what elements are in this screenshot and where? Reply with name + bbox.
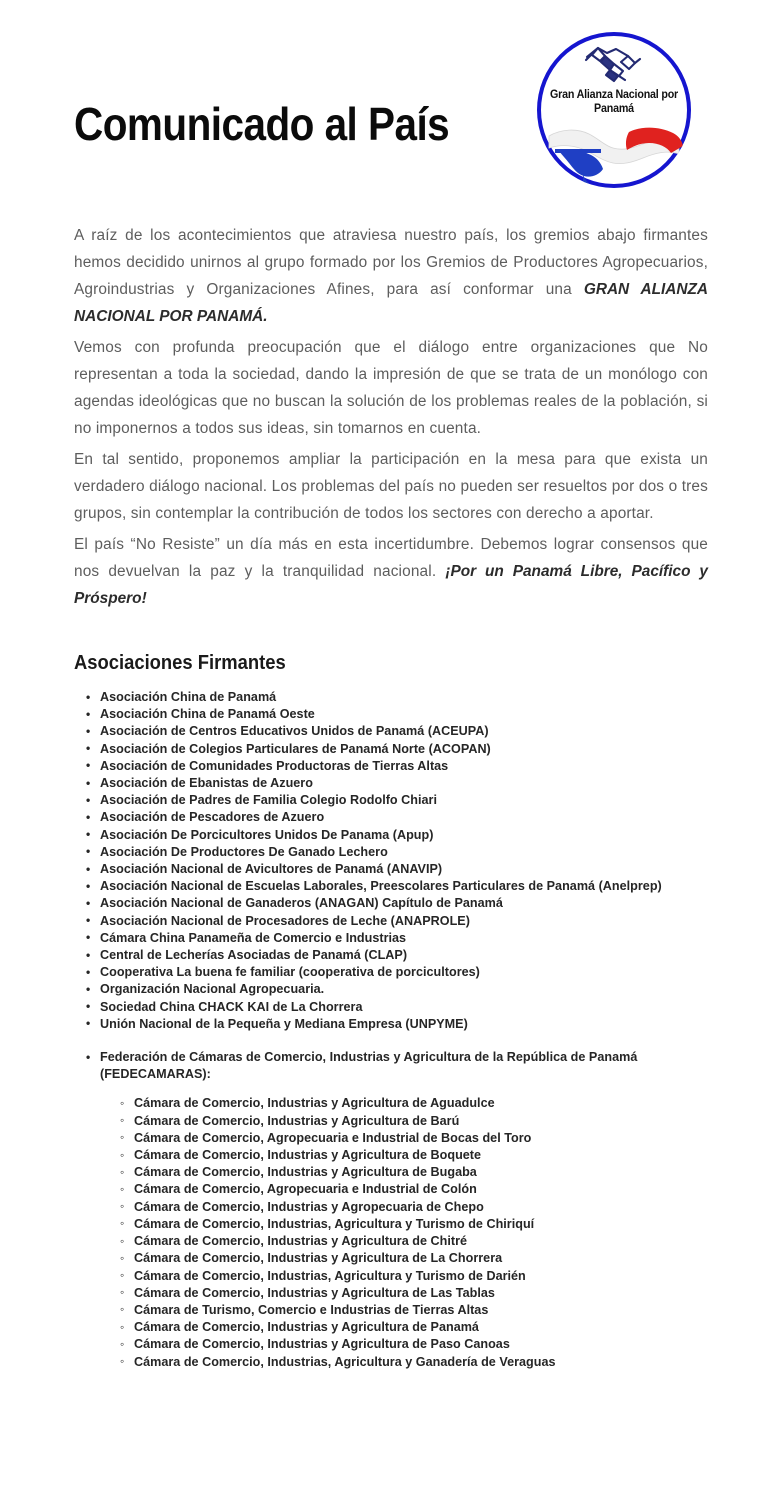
list-item: ◦ Cámara de Turismo, Comercio e Industrias de Tierras Altas [134, 1302, 714, 1319]
list-item: ◦ Cámara de Comercio, Industrias y Agricultura de Boquete [134, 1147, 714, 1164]
paragraph-4-text: El país “No Resiste” un día más en esta incertidumbre. Debemos lograr consensos que nos devuelvan la paz y la tranquilidad nacional. [74, 536, 708, 580]
list-item: ◦ Cámara de Comercio, Industrias y Agricultura de Bugaba [134, 1164, 714, 1181]
list-item: • Unión Nacional de la Pequeña y Mediana Empresa (UNPYME) [100, 1016, 714, 1033]
list-item: ◦ Cámara de Comercio, Industrias y Agricultura de Barú [134, 1113, 714, 1130]
list-item: • Asociación Nacional de Avicultores de Panamá (ANAVIP) [100, 861, 714, 878]
list-item: ◦ Cámara de Comercio, Industrias, Agricultura y Turismo de Chiriquí [134, 1216, 714, 1233]
federation-list-item [100, 1049, 714, 1371]
list-item: ◦ Cámara de Comercio, Industrias, Agricultura y Ganadería de Veraguas [134, 1354, 714, 1371]
list-item: • Asociación de Centros Educativos Unidos de Panamá (ACEUPA) [100, 723, 714, 740]
list-item: ◦ Cámara de Comercio, Industrias y Agricultura de Las Tablas [134, 1285, 714, 1302]
list-item: ◦ Cámara de Comercio, Industrias y Agricultura de La Chorrera [134, 1250, 714, 1267]
list-item: ◦ Cámara de Comercio, Industrias y Agricultura de Panamá [134, 1319, 714, 1336]
list-item: • Asociación de Ebanistas de Azuero [100, 775, 714, 792]
alliance-logo [537, 32, 691, 188]
logo-wordmark-line2: Panamá [594, 103, 634, 115]
federation-members-list [100, 1095, 714, 1370]
logo-wordmark-line1: Gran Alianza Nacional por [549, 89, 679, 101]
list-item: • Cámara China Panameña de Comercio e Industrias [100, 930, 714, 947]
list-item: ◦ Cámara de Comercio, Industrias y Agricultura de Aguadulce [134, 1095, 714, 1112]
list-item: • Asociación de Pescadores de Azuero [100, 809, 714, 826]
handshake-icon [583, 43, 645, 85]
signatories-heading: Asociaciones Firmantes [74, 652, 286, 674]
list-item: • Cooperativa La buena fe familiar (cooperativa de porcicultores) [100, 964, 714, 981]
panama-map-icon [543, 120, 685, 186]
list-item: • Asociación Nacional de Escuelas Laborales, Preescolares Particulares de Panamá (Anelprep) [100, 878, 714, 895]
communique-body [74, 222, 708, 616]
list-item: • Asociación De Porcicultores Unidos De Panama (Apup) [100, 827, 714, 844]
federation-label: Federación de Cámaras de Comercio, Industrias y Agricultura de la República de Panamá (FEDECAMARAS): [100, 1050, 638, 1082]
signatories-section [74, 651, 714, 1371]
list-item: • Asociación De Productores De Ganado Lechero [100, 844, 714, 861]
paragraph-3-text: En tal sentido, proponemos ampliar la participación en la mesa para que exista un verdadero diálogo nacional. Los problemas del país no pueden ser resueltos por dos o tres grupos, sin contemplar la contribución de todos los sectores con derecho a aportar. [74, 451, 708, 522]
paragraph-1-emphasis: GRAN ALIANZA NACIONAL POR PANAMÁ. [74, 281, 709, 325]
logo-wordmark [547, 88, 681, 116]
signatories-list [74, 689, 714, 1371]
list-item: • Asociación China de Panamá [100, 689, 714, 706]
list-item: • Asociación de Colegios Particulares de Panamá Norte (ACOPAN) [100, 741, 714, 758]
document-header [0, 0, 780, 200]
list-item: • Asociación China de Panamá Oeste [100, 706, 714, 723]
list-item: • Sociedad China CHACK KAI de La Chorrera [100, 999, 714, 1016]
logo-inner [537, 32, 691, 188]
list-item: • Asociación de Padres de Familia Colegio Rodolfo Chiari [100, 792, 714, 809]
list-item: • Asociación Nacional de Ganaderos (ANAGAN) Capítulo de Panamá [100, 895, 714, 912]
list-item: • Central de Lecherías Asociadas de Panamá (CLAP) [100, 947, 714, 964]
list-item: ◦ Cámara de Comercio, Industrias y Agricultura de Paso Canoas [134, 1336, 714, 1353]
paragraph-3 [74, 446, 708, 527]
page-title: Comunicado al País [74, 98, 450, 150]
list-item: ◦ Cámara de Comercio, Industrias y Agropecuaria de Chepo [134, 1199, 714, 1216]
list-item: ◦ Cámara de Comercio, Industrias, Agricultura y Turismo de Darién [134, 1268, 714, 1285]
list-item: • Asociación Nacional de Procesadores de Leche (ANAPROLE) [100, 913, 714, 930]
list-item: • Asociación de Comunidades Productoras de Tierras Altas [100, 758, 714, 775]
list-item: ◦ Cámara de Comercio, Agropecuaria e Industrial de Bocas del Toro [134, 1130, 714, 1147]
paragraph-2 [74, 334, 708, 442]
list-item: ◦ Cámara de Comercio, Industrias y Agricultura de Chitré [134, 1233, 714, 1250]
paragraph-4-emphasis: ¡Por un Panamá Libre, Pacífico y Próspero! [74, 563, 708, 607]
paragraph-1 [74, 222, 708, 330]
list-item: ◦ Cámara de Comercio, Agropecuaria e Industrial de Colón [134, 1181, 714, 1198]
paragraph-4 [74, 531, 708, 612]
paragraph-1-text: A raíz de los acontecimientos que atraviesa nuestro país, los gremios abajo firmantes hemos decidido unirnos al grupo formado por los Gremios de Productores Agropecuarios, Agroindustrias y Organizaciones Afines, para así conformar una [74, 227, 708, 298]
paragraph-2-text: Vemos con profunda preocupación que el diálogo entre organizaciones que No representan a toda la sociedad, dando la impresión de que se trata de un monólogo con agendas ideológicas que no buscan la solución de los problemas reales de la población, si no imponernos a todos sus ideas, sin tomarnos en cuenta. [74, 339, 708, 437]
list-item: • Organización Nacional Agropecuaria. [100, 981, 714, 998]
